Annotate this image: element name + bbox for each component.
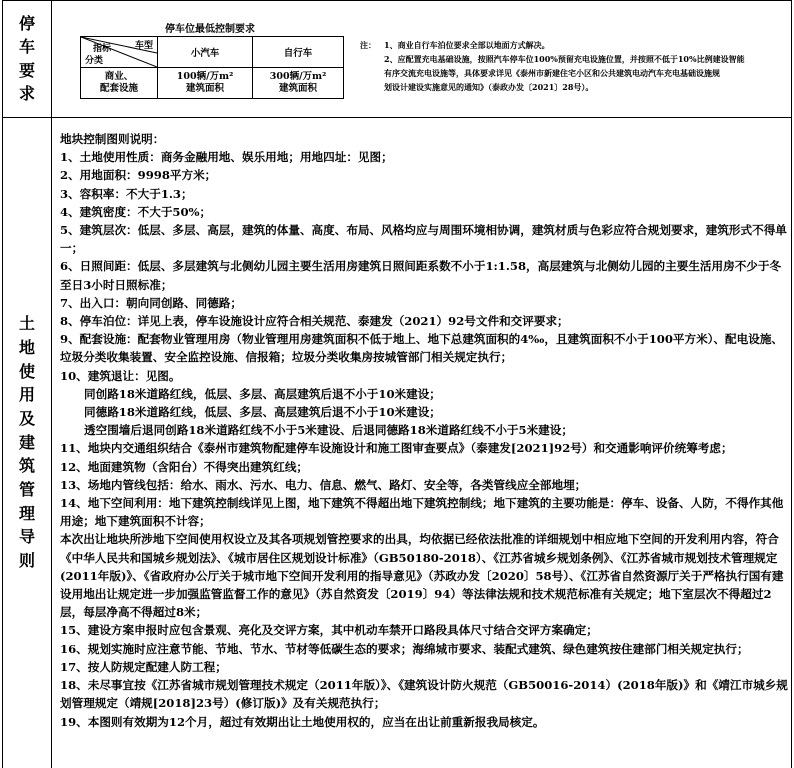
parking-notes [360,38,780,94]
guideline-line: 16、规划实施时应注意节能、节地、节水、节材等低碳生态的要求；海绵城市要求、装配式建筑、绿色建筑按住建部门相关规定执行； [60,641,749,656]
guideline-line: 5、建筑层次：低层、多层、高层，建筑的体量、高度、布局、风格均应与周围环境相协调，建筑材质与色彩应符合规划要求，建筑形式不得单一； [60,223,787,256]
guideline-line: 11、地块内交通组织结合《泰州市建筑物配建停车设施设计和施工图审查要点》（泰建发[2021]92号）和交通影响评价统筹考虑； [60,441,733,456]
label-char: 导 [18,527,35,547]
guideline-line: 9、配套设施：配套物业管理用房（物业管理用房建筑面积不低于地上、地下总建筑面积的4‰，且建筑面积不小于100平方米）、配电设施、垃圾分类收集装置、安全监控设施、信报箱；垃圾分类收集房按城管部门相关规定执行； [60,332,784,365]
section-divider [3,117,791,118]
guideline-line: 同创路18米道路红线，低层、多层、高层建筑后退不小于10米建设； [84,386,441,401]
label-char: 地 [18,337,35,357]
guideline-line: 2、用地面积：9998平方米； [60,168,217,183]
note-line: 有序交流充电设施等，具体要求详见《泰州市新建住宅小区和公共建筑电动汽车充电基础设施规 [384,68,720,78]
car-requirement-cell [158,68,253,99]
table-row [81,68,344,99]
label-column-divider [51,0,52,768]
diagonal-header-cell [81,37,158,68]
row-label-line: 商业、 [104,71,134,82]
col-header-bike: 自行车 [253,37,344,68]
label-char: 停 [18,14,35,34]
label-char: 建 [18,432,35,452]
row-label-commercial [81,68,158,99]
guideline-line: 19、本图则有效期为12个月，超过有效期出让土地使用权的，应当在出让前重新报我局核定。 [60,714,545,729]
bike-requirement-cell [253,68,344,99]
guideline-line: 10、建筑退让：见图。 [60,368,181,383]
label-char: 求 [18,83,35,103]
guideline-line: 地块控制图则说明： [60,132,165,146]
note-label: 注： [360,40,376,50]
label-char: 车 [18,37,35,57]
note-line: 划设计建设实施意见的通知》（泰政办发〔2021〕28号）。 [384,82,594,92]
land-use-guidelines [60,130,788,731]
guideline-line: 8、停车泊位：详见上表，停车设施设计应符合相关规范、泰建发（2021）92号文件和交评要求； [60,314,569,329]
guideline-line: 18、未尽事宜按《江苏省城市规划管理技术规定（2011年版）》、《建筑设计防火规范（GB50016-2014）(2018年版)》和《靖江市城乡规划管理规定（靖规[2018]23号）(修订版)》及有关规范执行； [60,678,788,711]
guideline-line: 4、建筑密度：不大于50%； [60,204,212,219]
diag-label-category: 分类 [85,56,104,66]
diag-label-indicator: 指标 [93,44,112,54]
guideline-line: 7、出入口：朝向同创路、同德路； [60,295,242,310]
car-unit: 建筑面积 [185,83,224,94]
diag-label-type: 车型 [134,41,153,51]
label-char: 土 [18,314,35,334]
top-border [3,0,791,1]
note-line: 1、商业自行车泊位要求全部以地面方式解决。 [384,40,550,50]
bike-unit: 建筑面积 [278,83,317,94]
row-label-line: 配套设施 [99,83,138,94]
section-land-use-label [3,117,51,768]
guideline-line: 本次出让地块所涉地下空间使用权设立及其各项规划管控要求的出具，均依据已经依法批准的详细规划中相应地下空间的开发利用内容，符合《中华人民共和国城乡规划法》、《城市居住区规划设计标准》（GB50180-2018）、《江苏省城乡规划条例》、《江苏省城市规划技术管理规定(2011年版)》、《省政府办公厅关于城市地下空间开发利用的指导意见》（苏政办发〔2020〕58号）、《江苏省自然资源厅关于严格执行国有建设用地出让规定进一步加强监管监督工作的意见》（苏自然资发〔2019〕94）等法律法规和技术规范标准有关规定；地下室层次不得超过2层，每层净高不得超过8米； [60,532,784,620]
parking-requirement-table [80,36,344,99]
guideline-line: 3、容积率：不大于1.3； [60,186,193,201]
guideline-line: 同德路18米道路红线，低层、多层、高层建筑后退不小于10米建设； [84,405,441,420]
guideline-line: 6、日照间距：低层、多层建筑与北侧幼儿园主要生活用房建筑日照间距系数不小于1:1.58，高层建筑与北侧幼儿园的主要生活用房不少于冬至日3小时日照标准； [60,259,782,292]
note-line: 2、应配置充电基础设施，按照汽车停车位100%预留充电设施位置，并按照不低于10%比例建设智能 [384,54,745,64]
label-char: 则 [18,551,35,571]
guideline-line: 14、地下空间利用：地下建筑控制线详见上图，地下建筑不得超出地下建筑控制线；地下建筑的主要功能是：停车、设备、人防，不得作其他用途；地下建筑面积不计容； [60,496,784,529]
table-row [81,37,344,68]
col-header-car: 小汽车 [158,37,253,68]
guideline-line: 17、按人防规定配建人防工程； [60,659,227,674]
section-parking-label [3,0,51,117]
label-char: 使 [18,361,35,381]
guideline-line: 12、地面建筑物（含阳台）不得突出建筑红线； [60,459,309,474]
label-char: 理 [18,503,35,523]
label-char: 用 [18,385,35,405]
bike-value: 300辆/万m² [269,71,327,82]
guideline-line: 13、场地内管线包括：给水、雨水、污水、电力、信息、燃气、路灯、安全等，各类管线应全部地埋； [60,477,587,492]
label-char: 管 [18,480,35,499]
parking-table-title: 停车位最低控制要求 [165,24,255,35]
car-value: 100辆/万m² [176,71,234,82]
label-char: 筑 [18,456,35,476]
label-char: 及 [18,408,35,428]
guideline-line: 1、土地使用性质：商务金融用地、娱乐用地；用地四址：见图； [60,150,393,165]
label-char: 要 [18,60,35,80]
guideline-line: 透空围墙后退同创路18米道路红线不小于5米建设、后退同德路18米道路红线不小于5米建设； [84,423,573,438]
guideline-line: 15、建设方案申报时应包含景观、亮化及交评方案，其中机动车禁开口路段具体尺寸结合交评方案确定； [60,623,598,638]
